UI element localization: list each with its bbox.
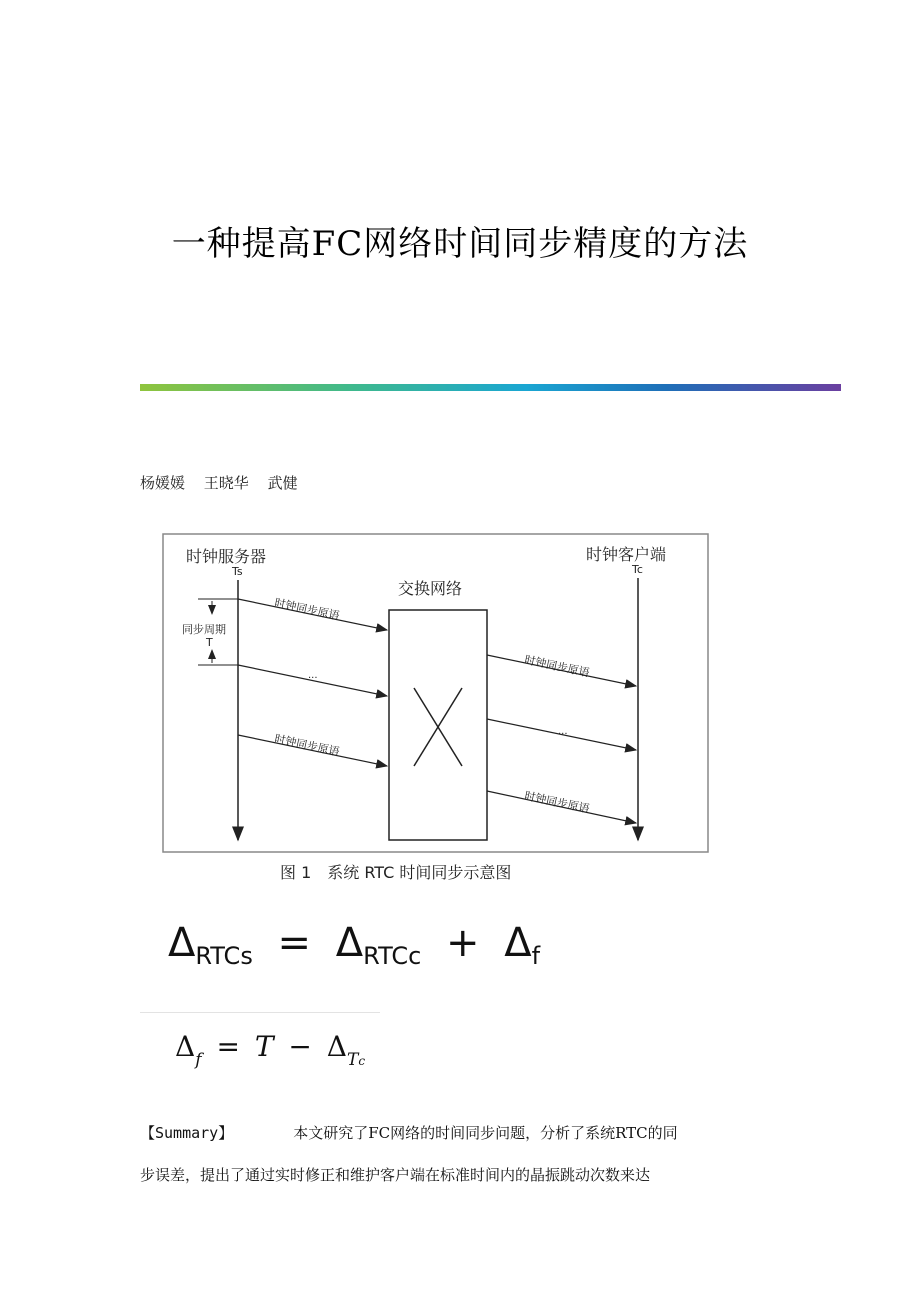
equals-sign: = bbox=[277, 920, 312, 966]
subscript: f bbox=[195, 1050, 202, 1070]
title-divider bbox=[140, 384, 841, 391]
figure-caption: 图 1 系统 RTC 时间同步示意图 bbox=[280, 863, 512, 882]
figure-rtc-sync bbox=[156, 528, 720, 888]
paper-title: 一种提高FC网络时间同步精度的方法 bbox=[171, 224, 749, 264]
server-label: 时钟服务器 bbox=[186, 547, 267, 566]
subscript: c bbox=[358, 1054, 366, 1068]
primitive-label: 时钟同步原语 bbox=[523, 653, 591, 680]
primitive-label: 时钟同步原语 bbox=[273, 732, 341, 759]
summary-line: 步误差，提出了通过实时修正和维护客户端在标准时间内的晶振跳动次数来达 bbox=[140, 1166, 651, 1184]
subscript: RTCc bbox=[363, 942, 422, 970]
summary-section bbox=[140, 1112, 780, 1196]
figure-diagram bbox=[156, 528, 720, 888]
primitive-label: 时钟同步原语 bbox=[523, 789, 591, 816]
author: 杨媛媛 bbox=[140, 474, 186, 492]
ellipsis-label: ... bbox=[308, 670, 318, 681]
minus-sign: − bbox=[288, 1030, 312, 1063]
summary-text: 本文研究了FC网络的时间同步问题，分析了系统RTC的同 bbox=[293, 1124, 678, 1142]
plus-sign: + bbox=[446, 920, 480, 966]
subscript: RTCs bbox=[195, 942, 253, 970]
switch-label: 交换网络 bbox=[398, 579, 463, 598]
delta-symbol: Δ bbox=[335, 920, 364, 966]
equation-delta-f bbox=[175, 1030, 365, 1070]
variable-t: T bbox=[254, 1030, 274, 1063]
ellipsis-label: ... bbox=[558, 726, 568, 737]
summary-line bbox=[140, 1112, 780, 1154]
delta-symbol: Δ bbox=[168, 920, 196, 966]
switch-box bbox=[389, 610, 487, 840]
subscript: f bbox=[531, 942, 541, 970]
client-label: 时钟客户端 bbox=[586, 545, 667, 564]
equation-divider bbox=[140, 1012, 380, 1013]
author-list bbox=[140, 472, 312, 493]
delta-symbol: Δ bbox=[504, 920, 532, 966]
ts-label: Ts bbox=[232, 565, 243, 578]
author: 武健 bbox=[267, 474, 298, 492]
subscript: T bbox=[347, 1050, 359, 1070]
equals-sign: = bbox=[216, 1030, 240, 1063]
author: 王晓华 bbox=[203, 474, 249, 492]
delta-symbol: Δ bbox=[326, 1030, 348, 1063]
primitive-label: 时钟同步原语 bbox=[273, 596, 341, 623]
summary-label: 【Summary】 bbox=[140, 1124, 234, 1142]
period-label: 同步周期 bbox=[182, 623, 226, 636]
delta-symbol: Δ bbox=[175, 1030, 196, 1063]
period-t: T bbox=[206, 636, 213, 649]
tc-label: Tc bbox=[632, 563, 643, 576]
equation-rtc bbox=[168, 920, 540, 970]
